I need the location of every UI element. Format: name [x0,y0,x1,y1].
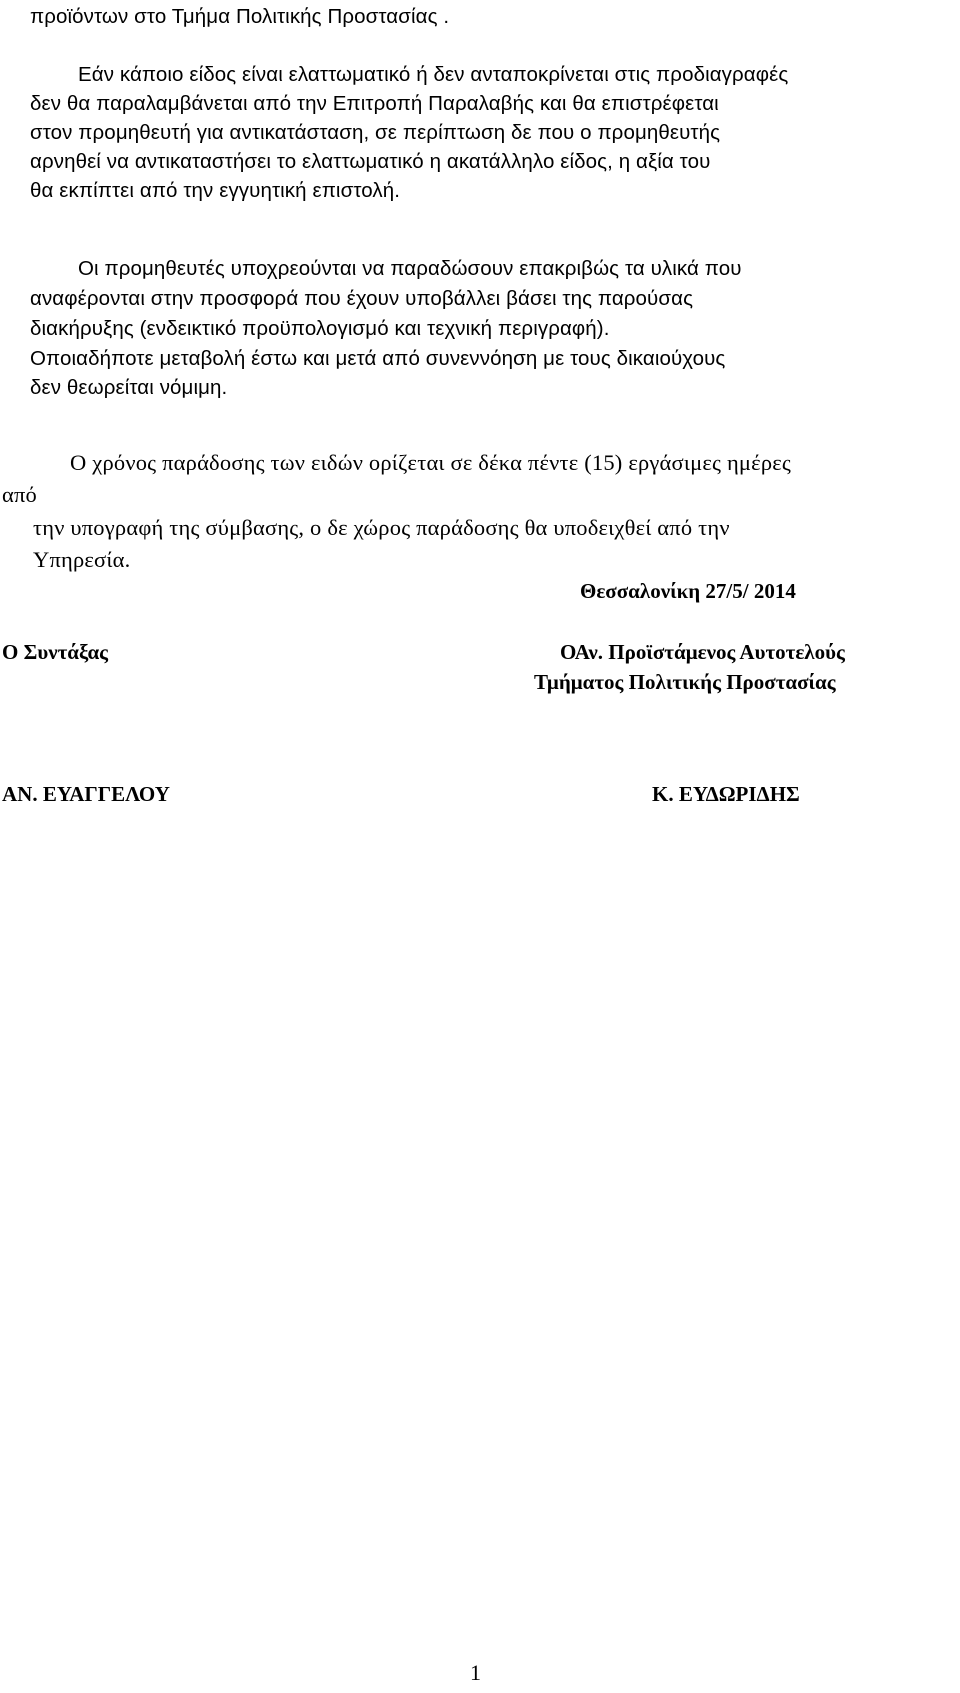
signature-right-title: ΟΑν. Προϊστάμενος Αυτοτελούς [560,640,845,664]
signature-right-name: Κ. ΕΥΔΩΡΙΔΗΣ [652,782,800,806]
place-date: Θεσσαλονίκη 27/5/ 2014 [580,579,796,603]
paragraph-line: διακήρυξης (ενδεικτικό προϋπολογισμό και τεχνική περιγραφή). [30,317,610,340]
paragraph-line: Οι προμηθευτές υποχρεούνται να παραδώσουν επακριβώς τα υλικά που [78,257,742,280]
page-number: 1 [470,1660,481,1685]
paragraph-line: δεν θεωρείται νόμιμη. [30,376,228,399]
paragraph-line: Ο χρόνος παράδοσης των ειδών ορίζεται σε δέκα πέντε (15) εργάσιμες ημέρες [70,450,792,475]
paragraph-line: θα εκπίπτει από την εγγυητική επιστολή. [30,179,401,202]
paragraph-line: από [2,482,37,507]
signature-left-title: Ο Συντάξας [2,640,109,664]
signature-left-name: ΑΝ. ΕΥΑΓΓΕΛΟΥ [2,782,170,806]
signature-right-department: Τμήματος Πολιτικής Προστασίας [534,670,836,694]
paragraph-line: δεν θα παραλαμβάνεται από την Επιτροπή Παραλαβής και θα επιστρέφεται [30,92,719,115]
paragraph-line: Οποιαδήποτε μεταβολή έστω και μετά από συνεννόηση με τους δικαιούχους [30,347,726,370]
paragraph-line: την υπογραφή της σύμβασης, ο δε χώρος παράδοσης θα υποδειχθεί από την [33,515,730,540]
paragraph-line: Εάν κάποιο είδος είναι ελαττωματικό ή δεν ανταποκρίνεται στις προδιαγραφές [78,63,789,86]
paragraph-line: Υπηρεσία. [33,547,131,572]
paragraph-line: στον προμηθευτή για αντικατάσταση, σε περίπτωση δε που ο προμηθευτής [30,121,721,144]
intro-line: προϊόντων στο Τμήμα Πολιτικής Προστασίας . [30,5,450,28]
paragraph-line: αναφέρονται στην προσφορά που έχουν υποβάλλει βάσει της παρούσας [30,287,694,310]
paragraph-line: αρνηθεί να αντικαταστήσει το ελαττωματικό η ακατάλληλο είδος, η αξία του [30,150,711,173]
